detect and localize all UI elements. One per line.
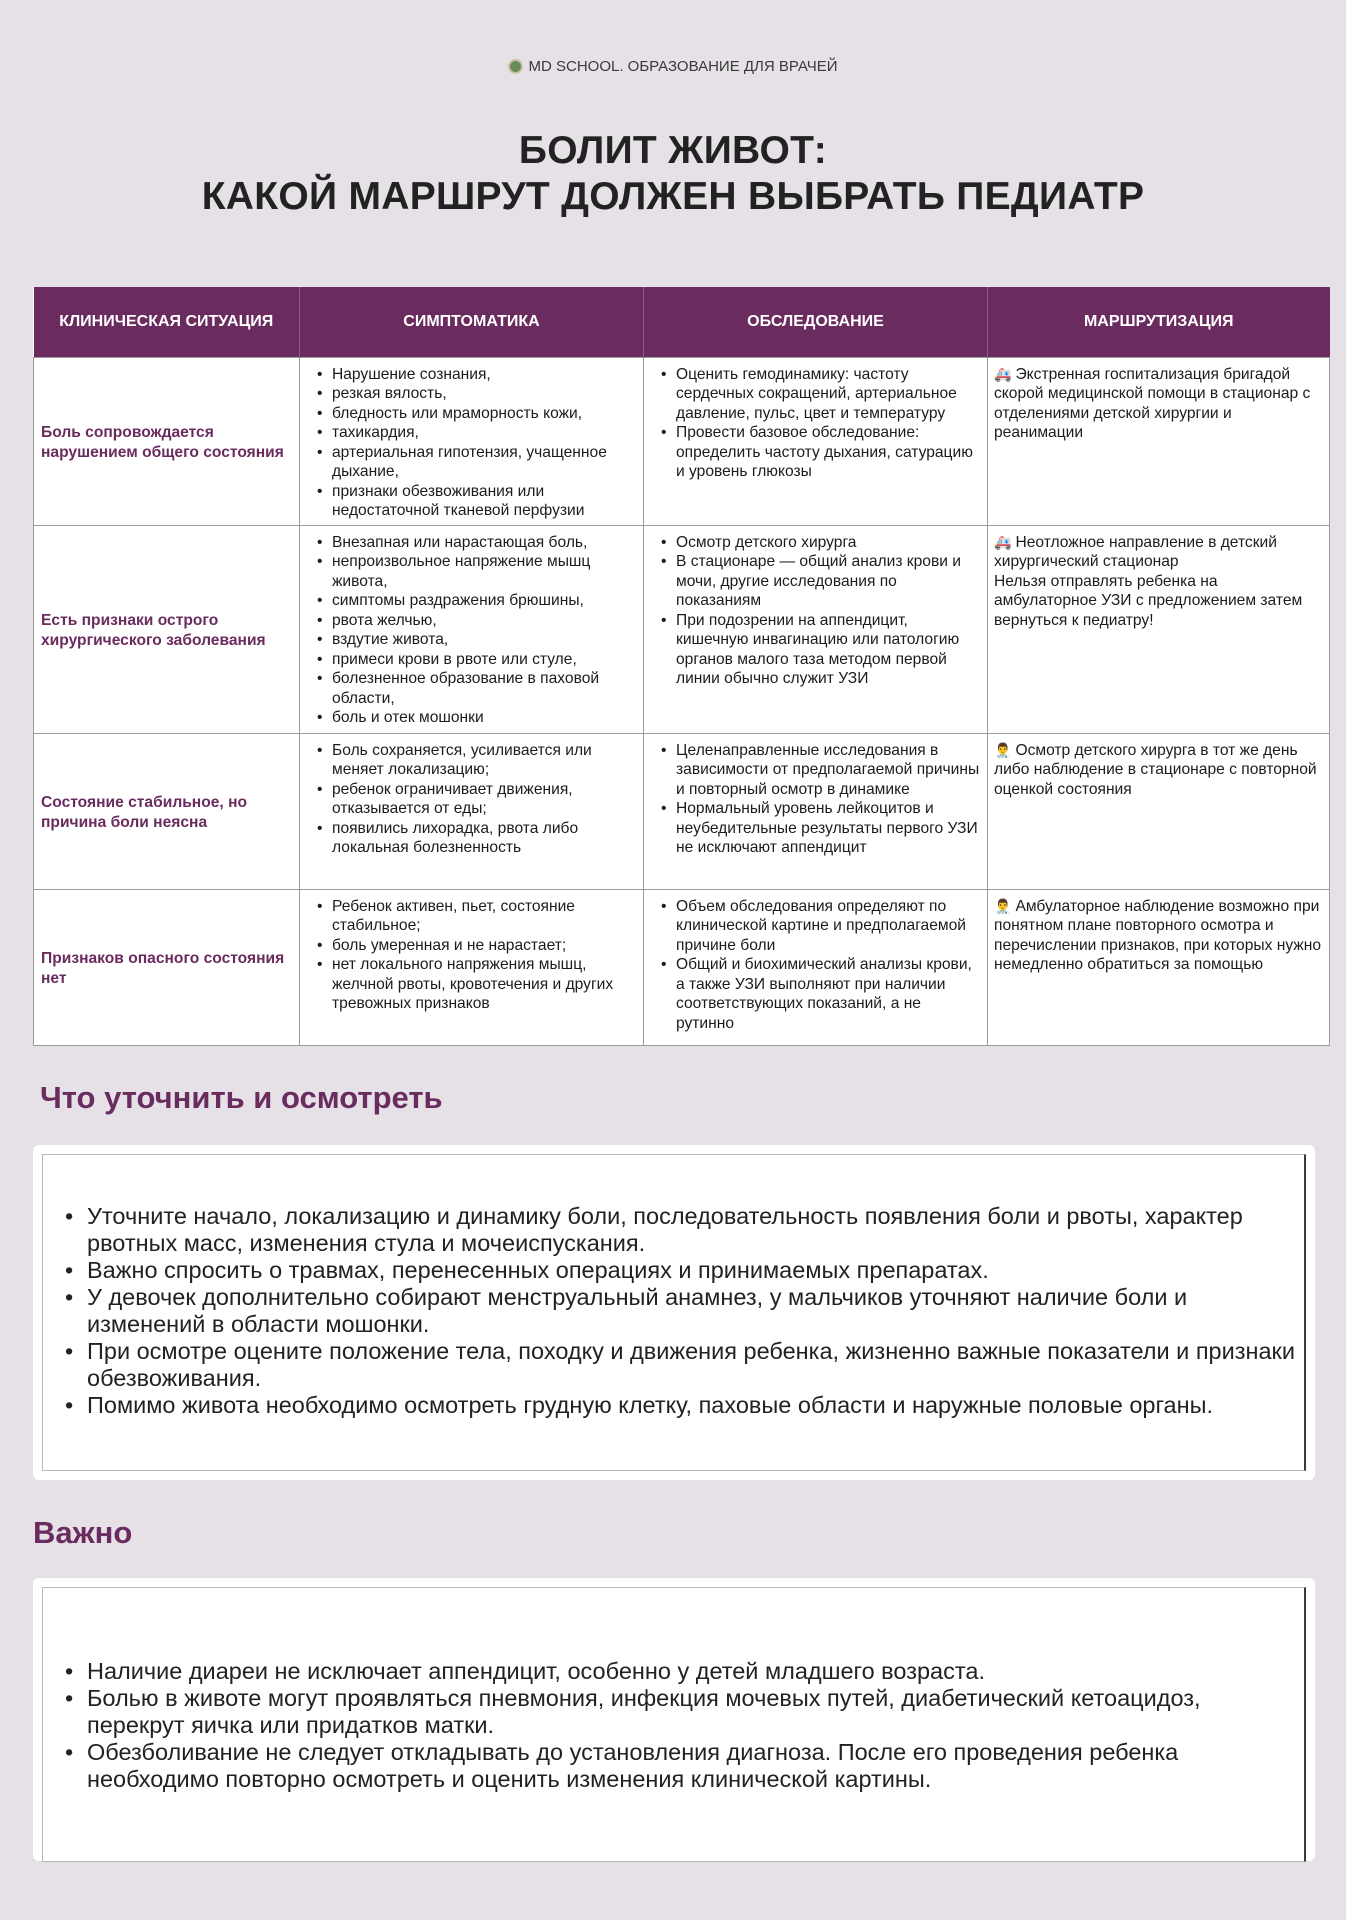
clarify-list [60, 1203, 1300, 1419]
list-item: • Нарушение сознания, [306, 365, 637, 385]
routing-cell [988, 525, 1330, 733]
clarify-heading: Что уточнить и осмотреть [40, 1080, 443, 1115]
exam-cell [644, 357, 988, 525]
routing-line: Нельзя отправлять ребенка на амбулаторное УЗИ с предложением затем вернуться к педиатру! [994, 572, 1303, 629]
table-row [34, 525, 1330, 733]
routing-text [994, 572, 1323, 631]
list-item: • резкая вялость, [306, 384, 637, 404]
routing-cell [988, 357, 1330, 525]
list-item: • Ребенок активен, пьет, состояние стабильное; [306, 897, 637, 936]
symptoms-list [306, 897, 637, 1014]
routing-line: Неотложное направление в детский хирургический стационар [994, 533, 1277, 570]
list-item: • Объем обследования определяют по клинической картине и предполагаемой причине боли [650, 897, 981, 956]
page-title [0, 128, 1346, 220]
list-item: • Нормальный уровень лейкоцитов и неубедительные результаты первого УЗИ не исключают аппендицит [650, 799, 981, 858]
list-item: • боль умеренная и не нарастает; [306, 936, 637, 956]
list-item: • рвота желчью, [306, 611, 637, 631]
important-box [33, 1578, 1315, 1861]
list-item: • непроизвольное напряжение мышц живота, [306, 552, 637, 591]
list-item: • Уточните начало, локализацию и динамику боли, последовательность появления боли и рвоты, характер рвотных масс, изменения стула и мочеиспускания. [60, 1203, 1300, 1257]
routing-line: Экстренная госпитализация бригадой скорой медицинской помощи в стационар с отделениями детской хирургии и реанимации [994, 365, 1311, 441]
list-item: • Важно спросить о травмах, перенесенных операциях и принимаемых препаратах. [60, 1257, 1300, 1284]
exam-cell [644, 525, 988, 733]
symptoms-cell [300, 525, 644, 733]
list-item: • Болью в животе могут проявляться пневмония, инфекция мочевых путей, диабетический кетоацидоз, перекрут яичка или придатков матки. [60, 1685, 1300, 1739]
exam-list [650, 365, 981, 482]
list-item: • появились лихорадка, рвота либо локальная болезненность [306, 819, 637, 858]
symptoms-list [306, 533, 637, 728]
list-item: • бледность или мраморность кожи, [306, 404, 637, 424]
routing-table [33, 287, 1330, 1046]
doctor-icon: 👨‍⚕️ [994, 741, 1012, 758]
important-heading: Важно [33, 1515, 133, 1550]
list-item: • ребенок ограничивает движения, отказывается от еды; [306, 780, 637, 819]
routing-cell [988, 733, 1330, 889]
routing-text [994, 897, 1323, 975]
routing-text [994, 365, 1323, 443]
list-item: • При осмотре оцените положение тела, походку и движения ребенка, жизненно важные показатели и признаки обезвоживания. [60, 1338, 1300, 1392]
routing-text [994, 533, 1323, 572]
header-exam: ОБСЛЕДОВАНИЕ [644, 287, 988, 357]
md-school-logo-icon [508, 59, 523, 74]
list-item: • вздутие живота, [306, 630, 637, 650]
list-item: • нет локального напряжения мышц, желчной рвоты, кровотечения и других тревожных признаков [306, 955, 637, 1014]
list-item: • Обезболивание не следует откладывать до установления диагноза. После его проведения ребенка необходимо повторно осмотреть и оценить изменения клинической картины. [60, 1739, 1300, 1793]
routing-line: Осмотр детского хирурга в тот же день либо наблюдение в стационаре с повторной оценкой состояния [994, 741, 1317, 798]
symptoms-cell [300, 889, 644, 1045]
important-list [60, 1658, 1300, 1793]
list-item: • примеси крови в рвоте или стуле, [306, 650, 637, 670]
title-line-2: КАКОЙ МАРШРУТ ДОЛЖЕН ВЫБРАТЬ ПЕДИАТР [201, 175, 1145, 218]
routing-text [994, 741, 1323, 800]
exam-list [650, 741, 981, 858]
situation-cell: Признаков опасного состояния нет [34, 889, 300, 1045]
table-row [34, 733, 1330, 889]
routing-line: Амбулаторное наблюдение возможно при понятном плане повторного осмотра и перечислении признаков, при которых нужно немедленно обратиться за помощью [994, 897, 1322, 973]
header-routing: МАРШРУТИЗАЦИЯ [988, 287, 1330, 357]
list-item: • признаки обезвоживания или недостаточной тканевой перфузии [306, 482, 637, 521]
brand-header [0, 58, 1346, 75]
ambulance-icon: 🚑 [994, 365, 1012, 382]
list-item: • Наличие диареи не исключает аппендицит, особенно у детей младшего возраста. [60, 1658, 1300, 1685]
list-item: • Боль сохраняется, усиливается или меняет локализацию; [306, 741, 637, 780]
title-line-1: БОЛИТ ЖИВОТ: [518, 129, 828, 172]
list-item: • симптомы раздражения брюшины, [306, 591, 637, 611]
list-item: • Помимо живота необходимо осмотреть грудную клетку, паховые области и наружные половые органы. [60, 1392, 1300, 1419]
exam-cell [644, 889, 988, 1045]
symptoms-cell [300, 733, 644, 889]
clarify-box [33, 1145, 1315, 1480]
situation-cell: Состояние стабильное, но причина боли неясна [34, 733, 300, 889]
header-situation: КЛИНИЧЕСКАЯ СИТУАЦИЯ [34, 287, 300, 357]
ambulance-icon: 🚑 [994, 533, 1012, 550]
list-item: • тахикардия, [306, 423, 637, 443]
brand-text: MD SCHOOL. ОБРАЗОВАНИЕ ДЛЯ ВРАЧЕЙ [528, 58, 838, 75]
table-row [34, 889, 1330, 1045]
symptoms-list [306, 741, 637, 858]
routing-cell [988, 889, 1330, 1045]
list-item: • Оценить гемодинамику: частоту сердечных сокращений, артериальное давление, пульс, цвет и температуру [650, 365, 981, 424]
list-item: • В стационаре — общий анализ крови и мочи, другие исследования по показаниям [650, 552, 981, 611]
list-item: • При подозрении на аппендицит, кишечную инвагинацию или патологию органов малого таза методом первой линии обычно служит УЗИ [650, 611, 981, 689]
list-item: • Провести базовое обследование: определить частоту дыхания, сатурацию и уровень глюкозы [650, 423, 981, 482]
list-item: • Осмотр детского хирурга [650, 533, 981, 553]
header-symptoms: СИМПТОМАТИКА [300, 287, 644, 357]
list-item: • болезненное образование в паховой области, [306, 669, 637, 708]
list-item: • артериальная гипотензия, учащенное дыхание, [306, 443, 637, 482]
table-row [34, 357, 1330, 525]
doctor-icon: 👨‍⚕️ [994, 897, 1012, 914]
list-item: • Целенаправленные исследования в зависимости от предполагаемой причины и повторный осмотр в динамике [650, 741, 981, 800]
table-header-row [34, 287, 1330, 357]
situation-cell: Боль сопровождается нарушением общего состояния [34, 357, 300, 525]
exam-list [650, 533, 981, 689]
symptoms-cell [300, 357, 644, 525]
list-item: • боль и отек мошонки [306, 708, 637, 728]
list-item: • У девочек дополнительно собирают менструальный анамнез, у мальчиков уточняют наличие боли и изменений в области мошонки. [60, 1284, 1300, 1338]
exam-cell [644, 733, 988, 889]
list-item: • Общий и биохимический анализы крови, а также УЗИ выполняют при наличии соответствующих показаний, а не рутинно [650, 955, 981, 1033]
situation-cell: Есть признаки острого хирургического заболевания [34, 525, 300, 733]
list-item: • Внезапная или нарастающая боль, [306, 533, 637, 553]
symptoms-list [306, 365, 637, 521]
exam-list [650, 897, 981, 1034]
